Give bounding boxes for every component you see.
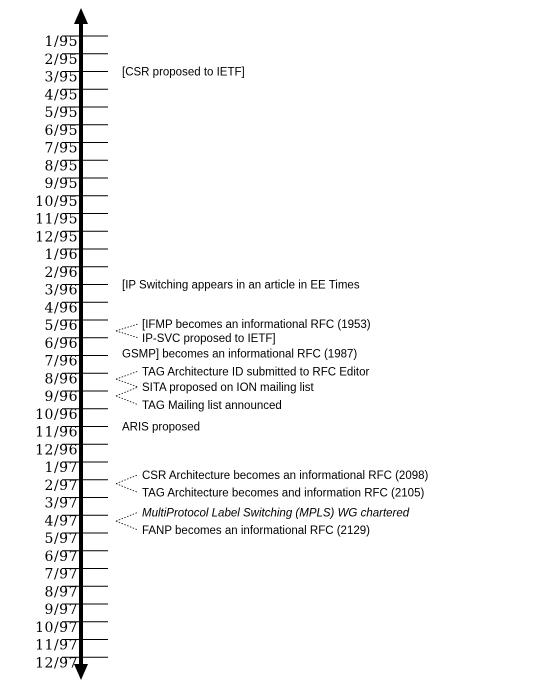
event-labels bbox=[122, 67, 429, 538]
event-label: SITA proposed on ION mailing list bbox=[142, 382, 314, 394]
month-label: 5/95 bbox=[44, 105, 78, 121]
month-label: 8/95 bbox=[44, 158, 78, 175]
event-label: [CSR proposed to IETF] bbox=[122, 66, 245, 79]
sita-connector bbox=[116, 396, 138, 405]
event-label: MultiProtocol Label Switching (MPLS) WG chartered bbox=[142, 507, 410, 520]
month-label: 2/97 bbox=[44, 477, 78, 494]
month-label: 9/95 bbox=[44, 176, 78, 192]
mpls-connector bbox=[116, 521, 138, 530]
month-label: 10/95 bbox=[35, 193, 78, 210]
event-label: TAG Architecture becomes and information RFC (2105) bbox=[142, 487, 425, 500]
month-label: 12/96 bbox=[35, 442, 78, 459]
event-label: TAG Architecture ID submitted to RFC Editor bbox=[142, 366, 370, 379]
month-label: 3/95 bbox=[44, 69, 78, 86]
event-label: TAG Mailing list announced bbox=[142, 399, 282, 412]
month-label: 5/96 bbox=[44, 318, 78, 334]
month-label: 7/97 bbox=[44, 566, 78, 583]
month-label: 7/95 bbox=[44, 140, 78, 157]
month-label: 1/97 bbox=[44, 460, 78, 476]
event-label: CSR Architecture becomes an informational RFC (2098) bbox=[142, 469, 429, 482]
month-label: 11/95 bbox=[35, 211, 78, 228]
month-label: 11/96 bbox=[35, 424, 78, 441]
month-label: 10/96 bbox=[35, 406, 78, 423]
month-label: 4/97 bbox=[44, 513, 78, 530]
tag-connector bbox=[116, 379, 138, 387]
month-label: 5/97 bbox=[44, 531, 78, 547]
month-label: 1/96 bbox=[44, 247, 78, 263]
month-label: 7/96 bbox=[44, 353, 78, 370]
sita-connector bbox=[116, 387, 138, 396]
month-label: 8/96 bbox=[44, 371, 78, 388]
event-label: GSMP] becomes an informational RFC (1987) bbox=[122, 348, 358, 361]
event-label: [IFMP becomes an informational RFC (1953) bbox=[142, 319, 371, 331]
month-label: 3/96 bbox=[44, 282, 78, 299]
month-label: 9/96 bbox=[44, 389, 78, 405]
month-label: 12/95 bbox=[35, 229, 78, 246]
month-label: 6/95 bbox=[44, 122, 78, 139]
month-label: 9/97 bbox=[44, 602, 78, 618]
month-label: 1/95 bbox=[44, 34, 78, 50]
ifmp-connector bbox=[116, 324, 138, 331]
month-label: 6/96 bbox=[44, 335, 78, 352]
mpls-connector bbox=[116, 512, 138, 521]
month-label: 2/95 bbox=[44, 51, 78, 68]
event-label: IP-SVC proposed to IETF] bbox=[142, 332, 276, 345]
month-label: 6/97 bbox=[44, 548, 78, 565]
event-label: [IP Switching appears in an article in EE Times bbox=[122, 279, 360, 292]
month-labels bbox=[35, 34, 78, 671]
axis-arrow-up-icon bbox=[74, 8, 88, 24]
event-label: ARIS proposed bbox=[122, 421, 200, 434]
month-label: 3/97 bbox=[44, 495, 78, 512]
month-label: 4/96 bbox=[44, 300, 78, 317]
csr-connector bbox=[116, 484, 138, 493]
csr-connector bbox=[116, 475, 138, 484]
tag-connector bbox=[116, 371, 138, 379]
month-label: 10/97 bbox=[35, 619, 78, 636]
month-label: 12/97 bbox=[35, 655, 78, 672]
ifmp-connector bbox=[116, 331, 138, 338]
month-label: 8/97 bbox=[44, 584, 78, 601]
month-label: 11/97 bbox=[35, 637, 78, 654]
month-label: 2/96 bbox=[44, 264, 78, 281]
month-label: 4/95 bbox=[44, 87, 78, 104]
event-label: FANP becomes an informational RFC (2129) bbox=[142, 525, 370, 537]
